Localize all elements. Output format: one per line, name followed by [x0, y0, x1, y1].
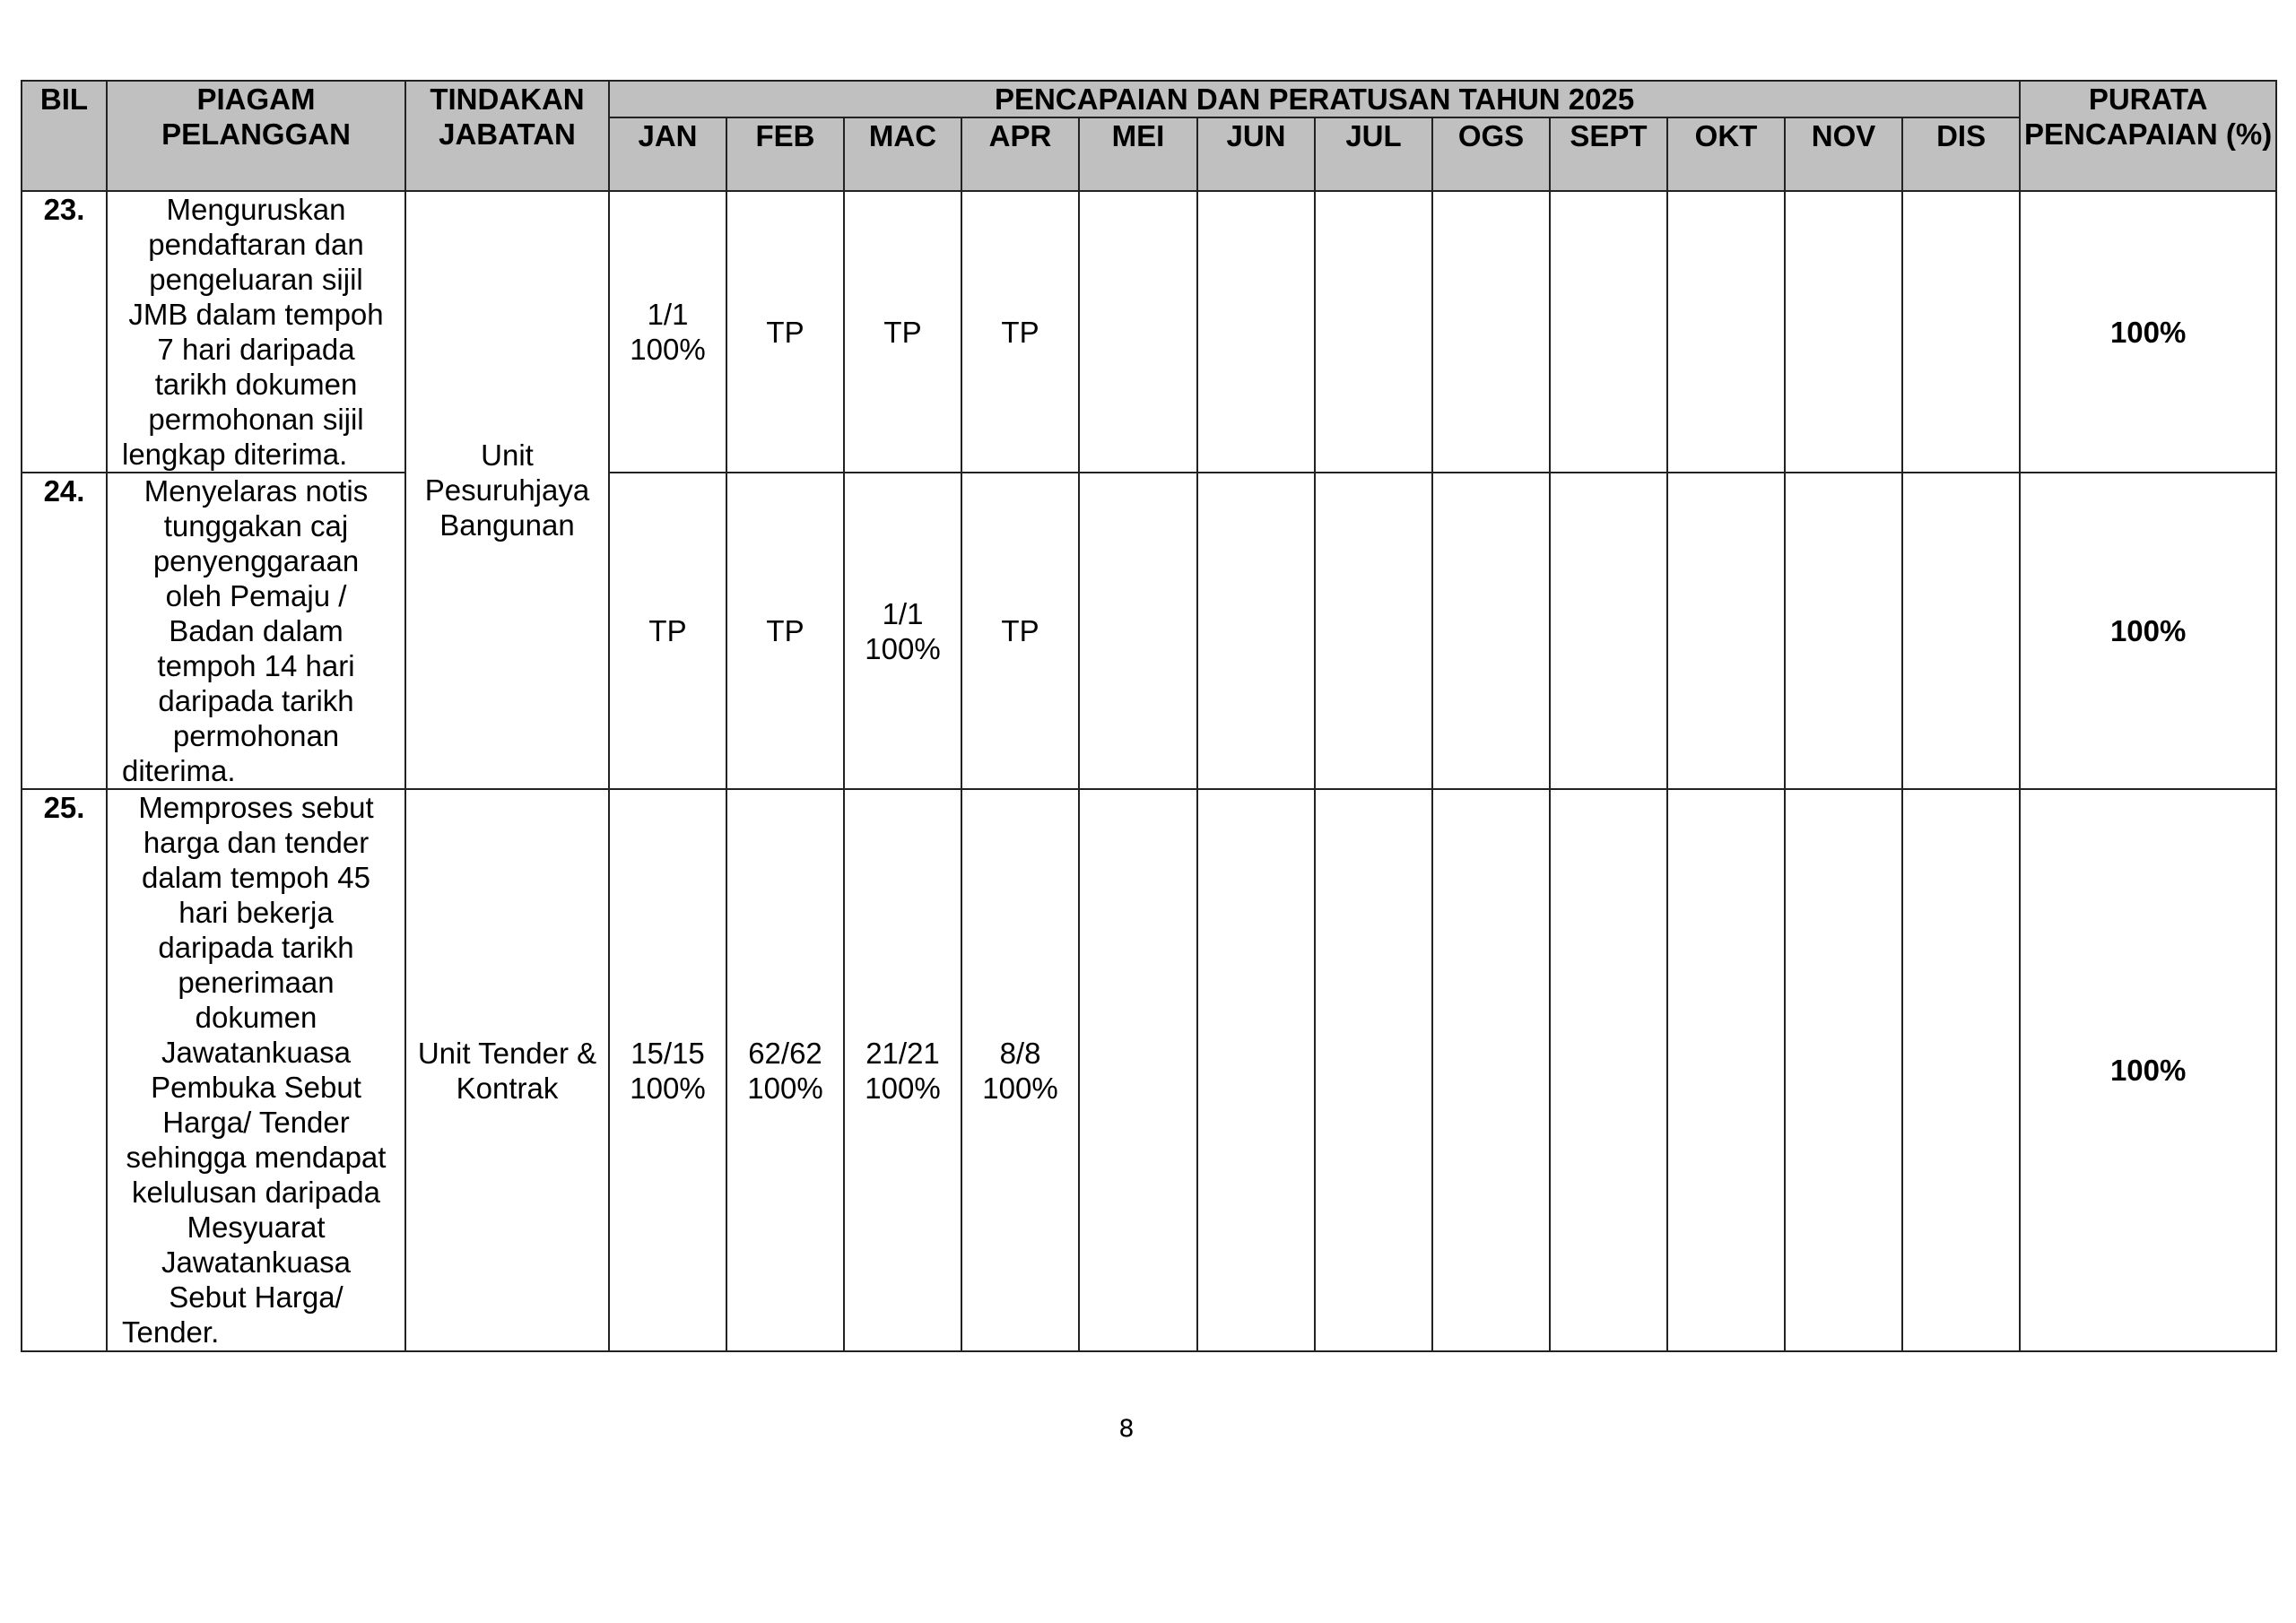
month-cell: TP [961, 473, 1079, 789]
month-cell [1667, 191, 1785, 473]
month-cell [1785, 473, 1902, 789]
header-month-feb: FEB [726, 117, 844, 191]
month-cell [1079, 191, 1197, 473]
month-cell: TP [961, 191, 1079, 473]
average-achievement: 100% [2020, 473, 2276, 789]
month-cell: 8/8 100% [961, 789, 1079, 1351]
charter-table [21, 80, 2277, 1352]
month-cell [1785, 789, 1902, 1351]
row-number: 25. [22, 789, 107, 1351]
header-month-jul: JUL [1315, 117, 1432, 191]
month-cell [1667, 789, 1785, 1351]
month-cell: TP [726, 191, 844, 473]
month-cell: 21/21 100% [844, 789, 961, 1351]
month-cell [1785, 191, 1902, 473]
header-bil: BIL [22, 81, 107, 191]
charter-description: Memproses sebut harga dan tender dalam tempoh 45 hari bekerja daripada tarikh penerimaan dokumen Jawatankuasa Pembuka Sebut Harga/ Tender sehingga mendapat kelulusan daripada Mesyuarat Jawatankuasa Sebut Harga/ Tender. [107, 789, 405, 1351]
table-row [22, 789, 2276, 1351]
month-cell: 1/1 100% [609, 191, 726, 473]
month-cell: TP [726, 473, 844, 789]
row-number: 24. [22, 473, 107, 789]
header-month-mac: MAC [844, 117, 961, 191]
header-month-jan: JAN [609, 117, 726, 191]
month-cell [1550, 191, 1667, 473]
month-cell [1079, 473, 1197, 789]
header-month-jun: JUN [1197, 117, 1315, 191]
month-cell [1667, 473, 1785, 789]
average-achievement: 100% [2020, 191, 2276, 473]
row-number: 23. [22, 191, 107, 473]
average-achievement: 100% [2020, 789, 2276, 1351]
month-cell [1079, 789, 1197, 1351]
header-month-sept: SEPT [1550, 117, 1667, 191]
page-number: 8 [1118, 1415, 1135, 1443]
month-cell: 1/1 100% [844, 473, 961, 789]
month-cell [1197, 789, 1315, 1351]
header-month-dis: DIS [1902, 117, 2020, 191]
month-cell [1197, 191, 1315, 473]
month-cell [1550, 473, 1667, 789]
charter-description: Menyelaras notis tunggakan caj penyenggaraan oleh Pemaju / Badan dalam tempoh 14 hari daripada tarikh permohonan diterima. [107, 473, 405, 789]
month-cell [1432, 191, 1550, 473]
header-month-apr: APR [961, 117, 1079, 191]
month-cell [1315, 789, 1432, 1351]
month-cell [1902, 191, 2020, 473]
charter-description: Menguruskan pendaftaran dan pengeluaran sijil JMB dalam tempoh 7 hari daripada tarikh dokumen permohonan sijil lengkap diterima. [107, 191, 405, 473]
month-cell [1432, 789, 1550, 1351]
month-cell [1315, 191, 1432, 473]
month-cell: 62/62 100% [726, 789, 844, 1351]
month-cell [1550, 789, 1667, 1351]
department-cell: Unit Tender & Kontrak [405, 789, 609, 1351]
header-purata-pencapaian: PURATA PENCAPAIAN (%) [2020, 81, 2276, 191]
header-month-nov: NOV [1785, 117, 1902, 191]
header-month-ogs: OGS [1432, 117, 1550, 191]
table-row [22, 473, 2276, 789]
month-cell [1197, 473, 1315, 789]
header-month-okt: OKT [1667, 117, 1785, 191]
month-cell [1432, 473, 1550, 789]
month-cell [1315, 473, 1432, 789]
header-month-mei: MEI [1079, 117, 1197, 191]
department-cell: Unit Pesuruhjaya Bangunan [405, 191, 609, 789]
month-cell [1902, 789, 2020, 1351]
header-pencapaian-group: PENCAPAIAN DAN PERATUSAN TAHUN 2025 [609, 81, 2020, 117]
header-tindakan-jabatan: TINDAKAN JABATAN [405, 81, 609, 191]
month-cell: TP [609, 473, 726, 789]
month-cell: 15/15 100% [609, 789, 726, 1351]
table-row [22, 191, 2276, 473]
header-piagam-pelanggan: PIAGAM PELANGGAN [107, 81, 405, 191]
month-cell [1902, 473, 2020, 789]
month-cell: TP [844, 191, 961, 473]
